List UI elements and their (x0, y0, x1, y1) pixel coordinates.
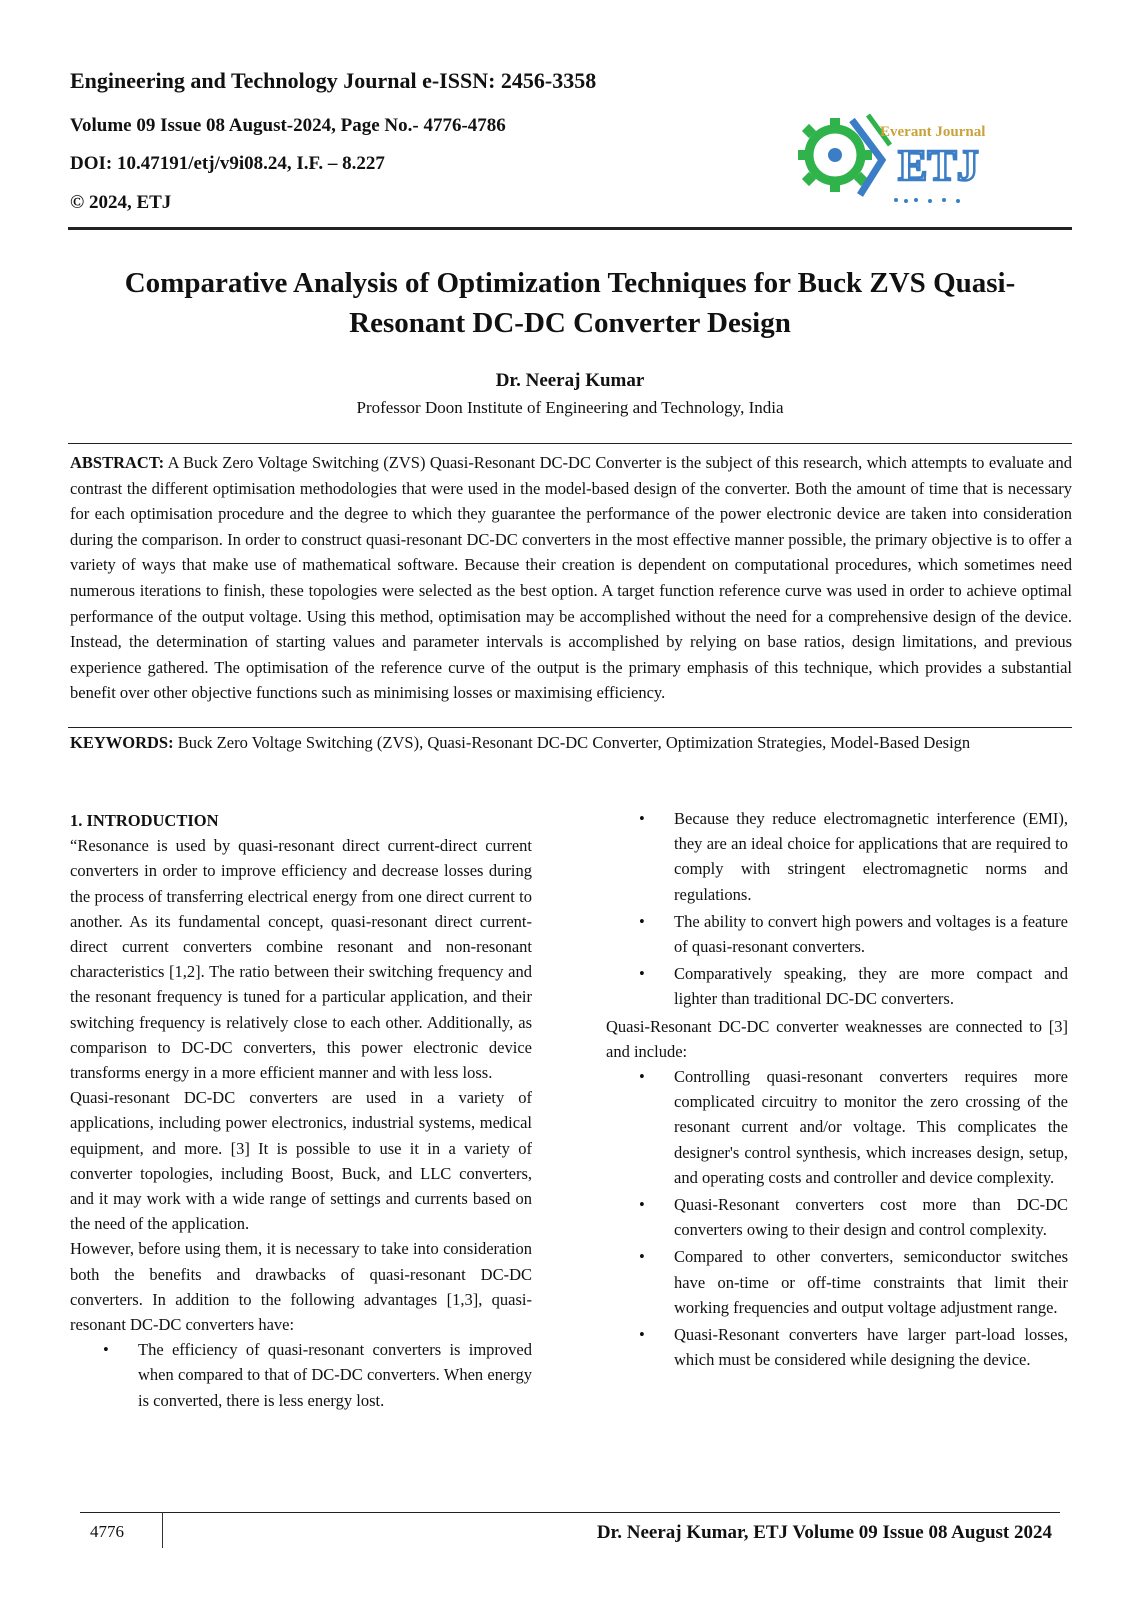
bullet-icon: • (639, 911, 645, 931)
keywords-label: KEYWORDS: (70, 733, 174, 752)
paper-title: Comparative Analysis of Optimization Techniques for Buck ZVS Quasi-Resonant DC-DC Converter Design (124, 267, 1016, 339)
bullet-icon: • (639, 964, 645, 984)
right-column (606, 806, 1068, 1374)
abstract-bottom-rule (68, 727, 1072, 728)
advantages-list (70, 1337, 532, 1413)
weaknesses-list (606, 1064, 1068, 1372)
volume-info: Volume 09 Issue 08 August-2024, Page No.- 4776-4786 (70, 115, 506, 136)
page-number: 4776 (90, 1522, 124, 1541)
keywords-text: Buck Zero Voltage Switching (ZVS), Quasi-Resonant DC-DC Converter, Optimization Strategies, Model-Based Design (177, 733, 971, 752)
footer-divider (162, 1512, 163, 1548)
intro-paragraph-1: “Resonance is used by quasi-resonant direct current-direct current converters in order to improve efficiency and decrease losses during the process of transferring electrical energy from one direct current to another. As its fundamental concept, quasi-resonant direct current-direct current converters combine resonant and non-resonant characteristics [1,2]. The ratio between their switching frequency and the resonant frequency is tuned for a particular application, and their switching frequency is relatively close to each other. Additionally, as comparison to DC-DC converters, this power electronic device transforms energy in a more efficient manner and with less loss. (70, 836, 532, 1083)
list-item: • Quasi-Resonant converters have larger part-load losses, which must be considered while designing the device. (606, 1322, 1068, 1372)
abstract-text: A Buck Zero Voltage Switching (ZVS) Quasi-Resonant DC-DC Converter is the subject of this research, which attempts to evaluate and contrast the different optimisation methodologies that were used in the model-based design of the converter. Both the amount of time that is necessary for each optimisation procedure and the degree to which they guarantee the performance of the power electronic device are taken into consideration during the comparison. In order to construct quasi-resonant DC-DC converters in the most effective manner possible, the primary objective is to offer a variety of ways that make use of mathematical software. Because their creation is dependent on computational procedures, which sometimes need numerous iterations to finish, these topologies were selected as the best option. A target function reference curve was used in order to achieve optimal performance of the output voltage. Using this method, optimisation may be accomplished without the need for a comprehensive design of the device. Instead, the determination of starting values and parameter intervals is accomplished by relying on base ratios, design limitations, and previous experience gathered. The optimisation of the reference curve of the output is the primary emphasis of this technique, which provides a substantial benefit over other objective functions such as minimising losses or maximising efficiency. (70, 453, 1072, 703)
list-item: • Comparatively speaking, they are more compact and lighter than traditional DC-DC converters. (606, 961, 1068, 1011)
running-footer: Dr. Neeraj Kumar, ETJ Volume 09 Issue 08 August 2024 (596, 1522, 1052, 1543)
abstract-label: ABSTRACT: (70, 453, 165, 472)
bullet-icon: • (639, 1247, 645, 1267)
left-column (70, 808, 532, 1415)
bullet-icon: • (639, 809, 645, 828)
logo-dots (894, 198, 960, 203)
logo-big-text: ETJ (898, 141, 979, 190)
list-item: • Controlling quasi-resonant converters requires more complicated circuitry to monitor the zero crossing of the resonant current and/or voltage. This complicates the designer's control synthesis, which increases design, setup, and operating costs and controller and device complexity. (606, 1064, 1068, 1190)
doi-info: DOI: 10.47191/etj/v9i08.24, I.F. – 8.227 (70, 153, 385, 174)
section-heading-introduction: 1. INTRODUCTION (70, 811, 219, 830)
logo-small-text: Everant Journal (880, 124, 986, 140)
intro-paragraph-3: However, before using them, it is necessary to take into consideration both the benefits and drawbacks of quasi-resonant DC-DC converters. In addition to the following advantages [1,3], quasi-resonant DC-DC converters have: (70, 1239, 532, 1335)
list-item: • Because they reduce electromagnetic interference (EMI), they are an ideal choice for applications that are required to comply with stringent electromagnetic norms and regulations. (606, 806, 1068, 907)
journal-name: Engineering and Technology Journal e-ISSN: 2456-3358 (70, 68, 597, 93)
list-item: • Compared to other converters, semiconductor switches have on-time or off-time constraints that limit their working frequencies and output voltage adjustment range. (606, 1244, 1068, 1320)
bullet-icon: • (103, 1340, 109, 1360)
footer-rule (80, 1512, 1060, 1513)
bullet-icon: • (639, 1325, 645, 1345)
copyright: © 2024, ETJ (70, 192, 172, 213)
abstract (70, 450, 1072, 706)
bullet-icon: • (639, 1195, 645, 1215)
list-item: • The ability to convert high powers and voltages is a feature of quasi-resonant converters. (606, 909, 1068, 959)
header-rule (68, 227, 1072, 230)
list-item: • The efficiency of quasi-resonant converters is improved when compared to that of DC-DC converters. When energy is converted, there is less energy lost. (70, 1337, 532, 1413)
weaknesses-intro: Quasi-Resonant DC-DC converter weaknesses are connected to [3] and include: (606, 1016, 1068, 1061)
etj-logo (790, 100, 1010, 220)
author-affiliation: Professor Doon Institute of Engineering and Technology, India (356, 398, 784, 417)
advantages-list-continued (606, 806, 1068, 1012)
keywords (70, 730, 1072, 755)
author-name: Dr. Neeraj Kumar (495, 370, 645, 391)
intro-paragraph-2: Quasi-resonant DC-DC converters are used in a variety of applications, including power electronics, industrial systems, medical equipment, and more. [3] It is possible to use it in a variety of converter topologies, including Boost, Buck, and LLC converters, and it may work with a wide range of settings and currents based on the need of the application. (70, 1088, 532, 1234)
bullet-icon: • (639, 1067, 645, 1087)
list-item: • Quasi-Resonant converters cost more than DC-DC converters owing to their design and control complexity. (606, 1192, 1068, 1242)
abstract-top-rule (68, 443, 1072, 444)
